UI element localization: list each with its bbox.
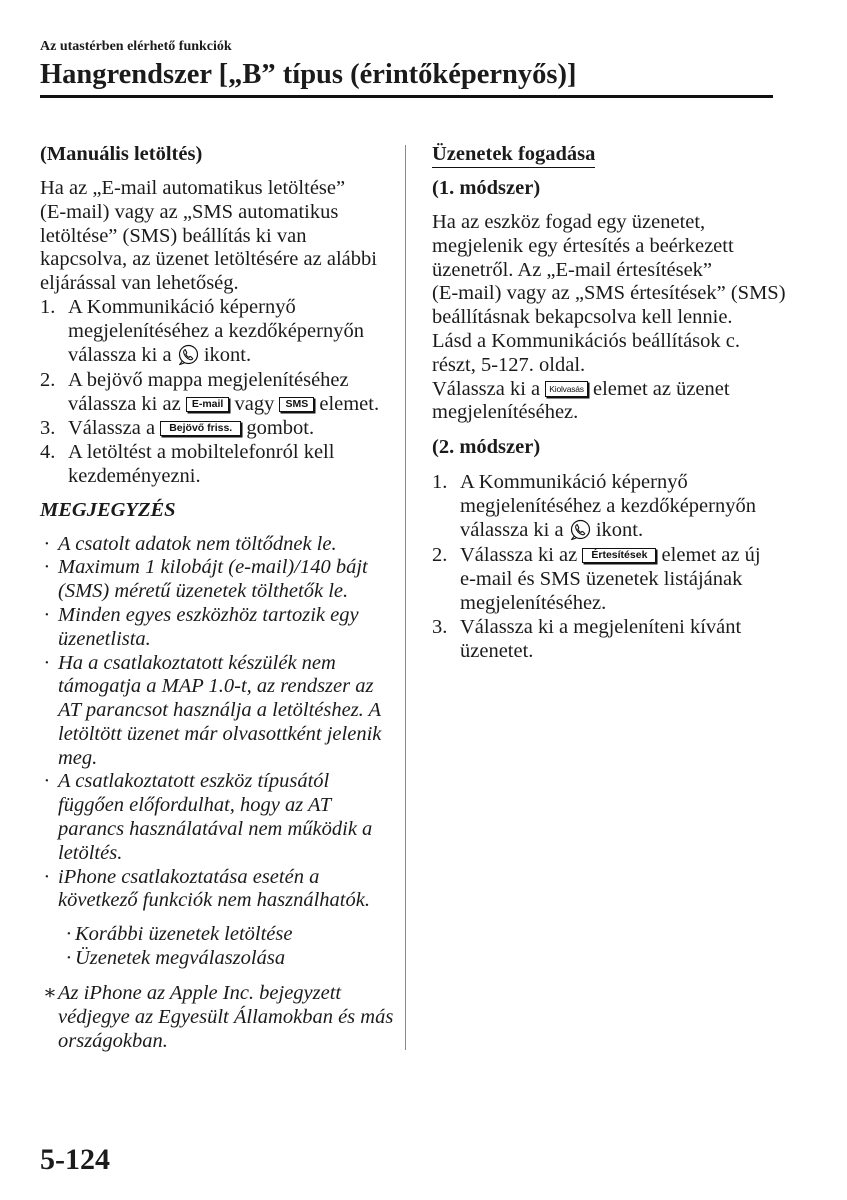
left-column <box>40 143 395 1053</box>
step-text-after: ikont. <box>590 518 644 541</box>
step-number: 3. <box>40 416 56 439</box>
step-1 <box>40 296 395 367</box>
step-3 <box>40 417 395 441</box>
step-number: 1. <box>432 470 448 493</box>
step-text <box>68 369 379 417</box>
step-number: 4. <box>40 440 56 463</box>
step-number: 3. <box>432 615 448 638</box>
step-3 <box>432 616 787 664</box>
email-button-graphic: E-mail <box>186 397 230 412</box>
step-text-before: A bejövő mappa megjelenítéséhez válassza ki az <box>68 369 349 416</box>
note-item-text: Ha a csatlakoztatott készülék nem támogatja a MAP 1.0-t, az rendszer az AT parancsot használja a letöltéshez. A letöltött üzenet már olvasottként jelenik meg. <box>58 651 382 769</box>
step-text: Válassza ki a megjeleníteni kívánt üzenetet. <box>460 615 742 662</box>
page-number: 5-124 <box>40 1143 110 1176</box>
note-item <box>40 604 395 652</box>
method-1-text-after: elemet az üzenet megjelenítéséhez. <box>432 377 730 424</box>
step-2 <box>432 544 787 615</box>
note-item-text: Maximum 1 kilobájt (e-mail)/140 bájt (SMS) méretű üzenetek tölthetők le. <box>58 556 368 603</box>
step-2 <box>40 369 395 417</box>
intro-paragraph: Ha az „E-mail automatikus letöltése” (E-mail) vagy az „SMS automatikus letöltése” (SMS) beállítás ki van kapcsolva, az üzenet letöltésére az alábbi eljárással van lehetőség. <box>40 176 377 295</box>
method-1-title: (1. módszer) <box>432 176 541 199</box>
note-item <box>40 866 395 914</box>
step-text-after: ikont. <box>198 343 252 366</box>
step-text-before: Válassza a <box>68 416 161 439</box>
section-label: Az utastérben elérhető funkciók <box>40 39 232 54</box>
note-item <box>40 556 395 604</box>
step-text-after: gombot. <box>241 416 315 439</box>
step-text: A letöltést a mobiltelefonról kell kezdeményezni. <box>68 440 335 487</box>
step-text <box>68 296 364 367</box>
bullet-dot: · <box>66 923 72 946</box>
manual-download-heading: (Manuális letöltés) <box>40 143 203 165</box>
column-divider <box>405 145 406 1050</box>
step-1 <box>432 471 787 542</box>
title-rule <box>40 95 773 98</box>
note-item-text: A csatlakoztatott eszköz típusától függően előfordulhat, hogy az AT parancs használatával nem működik a letöltés. <box>58 770 373 864</box>
note-item <box>40 652 395 771</box>
step-text <box>460 544 761 615</box>
step-number: 2. <box>432 544 448 567</box>
method-1-paragraph <box>432 211 787 425</box>
page-title: Hangrendszer [„B” típus (érintőképernyős)] <box>40 59 577 90</box>
right-column <box>432 143 787 663</box>
bullet-dot: · <box>44 603 50 626</box>
note-item <box>40 533 395 557</box>
bullet-dot: · <box>44 651 50 674</box>
download-steps <box>40 296 395 488</box>
note-item-text: Minden egyes eszközhöz tartozik egy üzenetlista. <box>58 603 359 650</box>
step-text-middle: vagy <box>229 393 280 416</box>
sub-item-text: Korábbi üzenetek letöltése <box>75 923 293 946</box>
step-text-before: Válassza ki az <box>460 544 583 567</box>
bullet-dot: · <box>66 947 72 970</box>
note-list <box>40 533 395 914</box>
method-2-steps <box>432 471 787 663</box>
sub-item <box>62 923 395 947</box>
step-text <box>460 471 756 542</box>
footnote-text: Az iPhone az Apple Inc. bejegyzett védjegye az Egyesült Államokban és más országokban. <box>58 982 394 1052</box>
bullet-dot: · <box>44 770 50 793</box>
step-text-before: A Kommunikáció képernyő megjelenítéséhez a kezdőképernyőn válassza ki a <box>460 470 756 541</box>
step-number: 2. <box>40 369 56 392</box>
step-text-before: A Kommunikáció képernyő megjelenítéséhez a kezdőképernyőn válassza ki a <box>68 295 364 366</box>
step-4 <box>40 441 395 489</box>
note-title: MEGJEGYZÉS <box>40 498 176 521</box>
method-2-title: (2. módszer) <box>432 436 541 459</box>
step-text <box>68 417 314 441</box>
phone-icon <box>177 344 199 366</box>
method-1-text-before: Ha az eszköz fogad egy üzenetet, megjelenik egy értesítés a beérkezett üzenetről. Az „E-mail értesítések” (E-mail) vagy az „SMS értesítések” (SMS) beállításnak bekapcsolva kell lennie. Lásd a Kommunikációs beállítások c. részt, 5-127. oldal. Válassza ki a <box>432 210 786 400</box>
trademark-footnote <box>40 982 395 1053</box>
notifications-button-graphic: Értesítések <box>582 548 656 563</box>
receiving-messages-heading: Üzenetek fogadása <box>432 143 595 168</box>
sub-item <box>62 947 395 971</box>
step-text-after: elemet. <box>314 393 380 416</box>
note-item-text: A csatolt adatok nem töltődnek le. <box>58 532 337 555</box>
read-button-graphic: Kiolvasás <box>545 381 588 397</box>
sms-button-graphic: SMS <box>279 397 314 412</box>
note-item-text: iPhone csatlakoztatása esetén a következő funkciók nem használhatók. <box>58 865 370 912</box>
step-number: 1. <box>40 295 56 318</box>
sub-item-text: Üzenetek megválaszolása <box>75 947 286 970</box>
inbox-refresh-button-graphic: Bejövő friss. <box>160 421 241 436</box>
bullet-dot: · <box>44 865 50 888</box>
note-item <box>40 770 395 865</box>
footnote-mark: ∗ <box>43 982 57 1005</box>
iphone-unsupported-list <box>62 923 395 971</box>
bullet-dot: · <box>44 532 50 555</box>
phone-icon <box>569 519 591 541</box>
bullet-dot: · <box>44 556 50 579</box>
step-text-after: elemet az új e-mail és SMS üzenetek listájának megjelenítéséhez. <box>460 544 761 614</box>
